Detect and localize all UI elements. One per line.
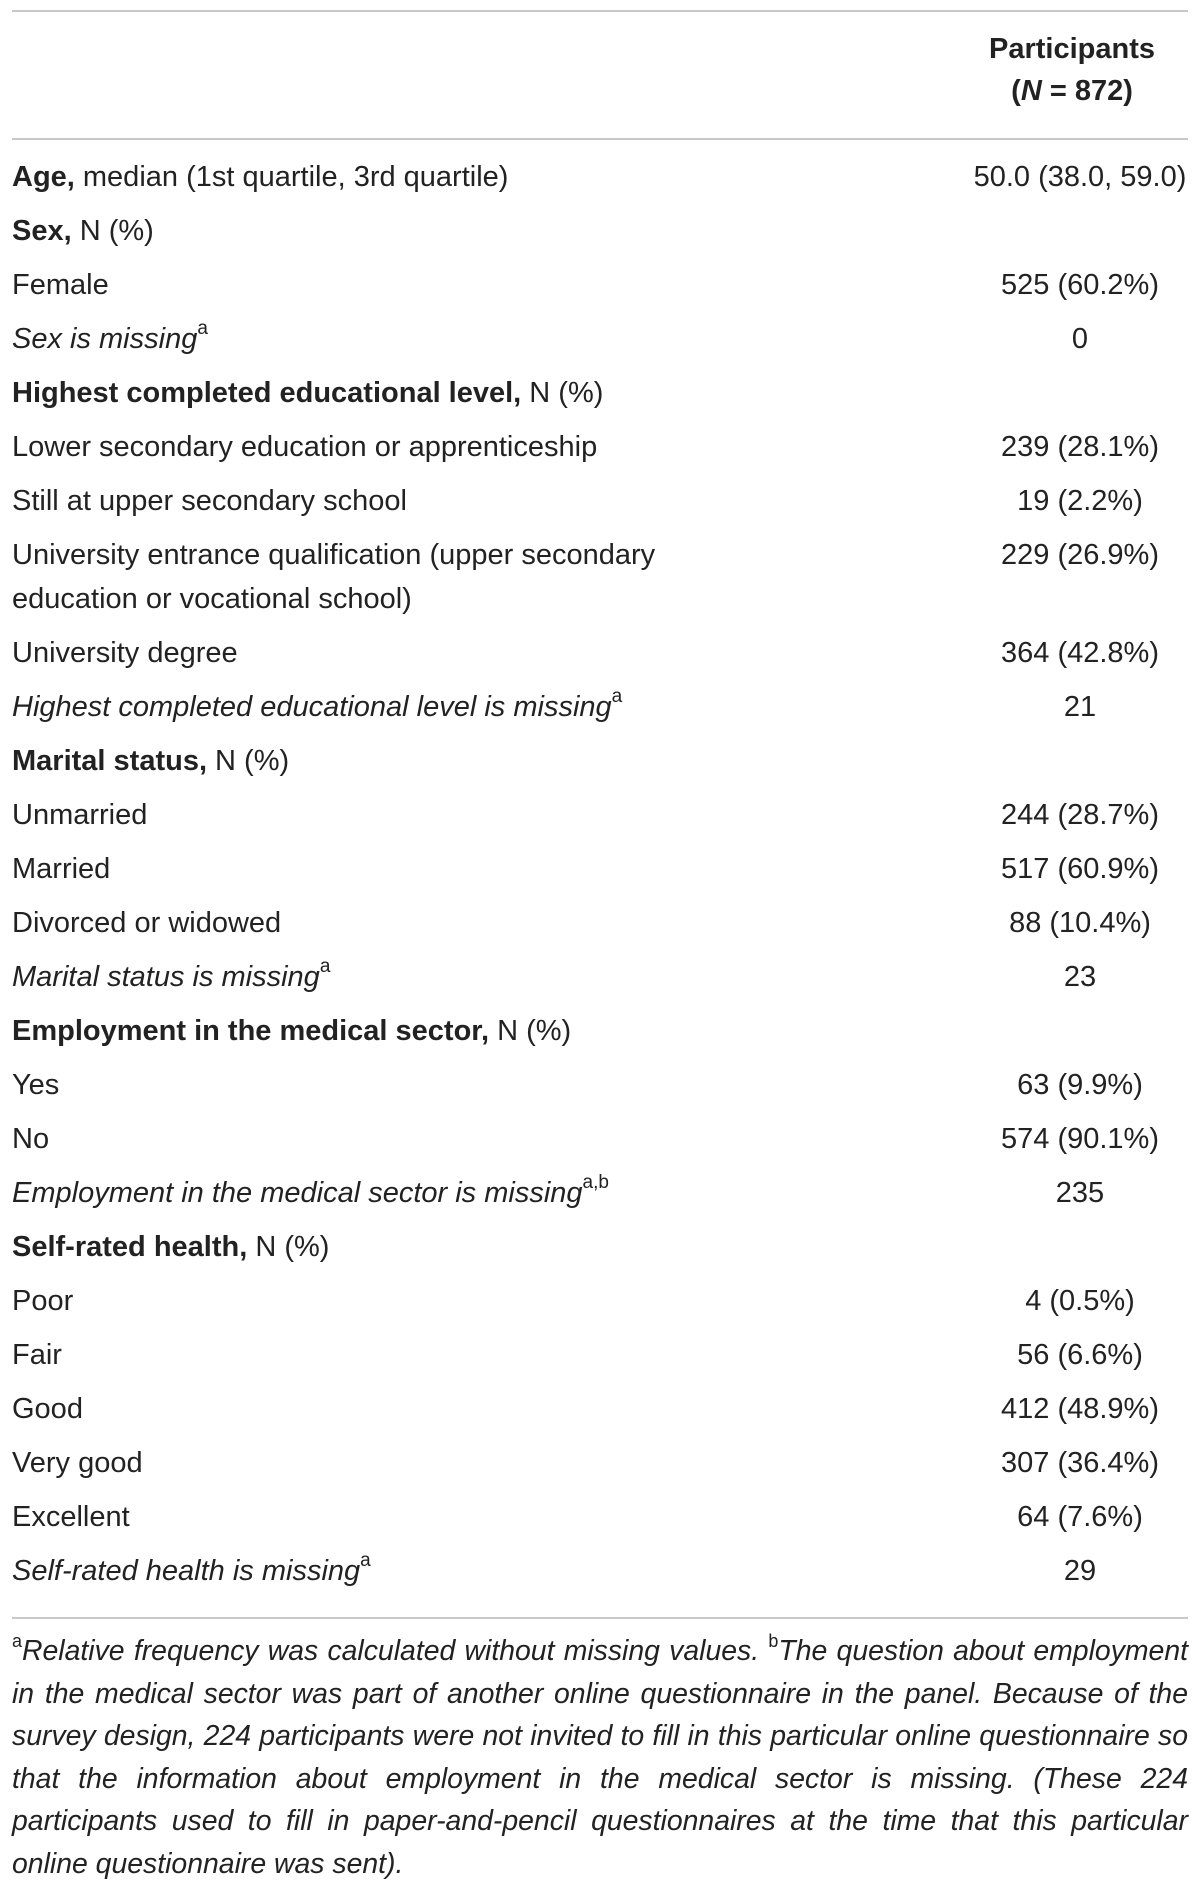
row-value: 23 [1063, 961, 1097, 993]
section-title: Self-rated health, [12, 1231, 248, 1263]
table-row [12, 901, 1188, 955]
table-row [12, 533, 1188, 631]
footnote-b-text: The question about employment in the medical sector was part of another online questionnaire in the panel. Because of the survey design, 224 participants were not invited to fill in this particular online questionnaire so that the information about employment in the medical sector is missing. (These 224 participants used to fill in paper-and-pencil questionnaires at the time that this particular online questionnaire was sent). [12, 1635, 1189, 1880]
row-value-cell [812, 479, 1188, 533]
section-unit: N (%) [521, 377, 604, 409]
row-value: 88 (10.4%) [1009, 907, 1151, 939]
row-value: 364 (42.8%) [1001, 637, 1159, 669]
row-value: 412 (48.9%) [1001, 1393, 1159, 1425]
missing-label: Sex is missing [12, 323, 198, 355]
row-label [12, 1171, 812, 1225]
row-label [12, 1549, 812, 1603]
footnote-a-mark: a [12, 1631, 23, 1651]
row-value: 229 (26.9%) [1001, 539, 1159, 571]
row-label [12, 1117, 812, 1171]
row-label [12, 209, 812, 263]
row-value: 525 (60.2%) [1001, 269, 1159, 301]
category-label: Good [12, 1393, 83, 1425]
row-value-cell [812, 1441, 1188, 1495]
table-row [12, 793, 1188, 847]
row-label [12, 1387, 812, 1441]
footnote-marker: a,b [582, 1172, 609, 1193]
row-label [12, 425, 812, 479]
row-value: 29 [1063, 1555, 1097, 1587]
row-value: 4 (0.5%) [1025, 1285, 1135, 1317]
row-value-cell [812, 1495, 1188, 1549]
row-value-cell [812, 1279, 1188, 1333]
section-unit: N (%) [489, 1015, 572, 1047]
row-label [12, 1441, 812, 1495]
row-value: 574 (90.1%) [1001, 1123, 1159, 1155]
table-row [12, 1063, 1188, 1117]
row-value-cell [812, 1063, 1188, 1117]
footnote-marker: a [360, 1550, 371, 1571]
row-label [12, 479, 812, 533]
row-label [12, 955, 812, 1009]
category-label: Married [12, 853, 111, 885]
row-label [12, 533, 812, 631]
footnote-a-text: Relative frequency was calculated without missing values. [22, 1635, 769, 1667]
section-title: Highest completed educational level, [12, 377, 522, 409]
row-label [12, 1009, 812, 1063]
row-label [12, 155, 812, 209]
row-value-cell [812, 155, 1188, 209]
row-value: 239 (28.1%) [1001, 431, 1159, 463]
row-value-cell [812, 1117, 1188, 1171]
table-row [12, 155, 1188, 209]
row-label [12, 1225, 812, 1279]
category-label: Divorced or widowed [12, 907, 282, 939]
table-row [12, 263, 1188, 317]
row-value: 244 (28.7%) [1001, 799, 1159, 831]
table-row [12, 1495, 1188, 1549]
row-value: 0 [1071, 323, 1089, 355]
category-label: Poor [12, 1285, 74, 1317]
row-value-cell [812, 371, 1188, 425]
row-label [12, 371, 812, 425]
table-row [12, 1279, 1188, 1333]
row-label [12, 901, 812, 955]
missing-label: Marital status is missing [12, 961, 320, 993]
table-row [12, 371, 1188, 425]
row-value-cell [812, 739, 1188, 793]
row-value-cell [812, 209, 1188, 263]
row-label [12, 317, 812, 371]
category-label: No [12, 1123, 50, 1155]
section-title: Marital status, [12, 745, 207, 777]
category-label: University entrance qualification (upper secondary education or vocational school) [12, 539, 656, 615]
category-label: University degree [12, 637, 238, 669]
table-row [12, 685, 1188, 739]
row-value-cell [812, 1009, 1188, 1063]
row-label [12, 847, 812, 901]
row-label [12, 1333, 812, 1387]
section-title: Sex, [12, 215, 72, 247]
bottom-rule [12, 1617, 1188, 1619]
table-row [12, 1549, 1188, 1603]
footnote-b-mark: b [768, 1631, 779, 1651]
row-value-cell [812, 425, 1188, 479]
row-value: 56 (6.6%) [1017, 1339, 1143, 1371]
category-label: Still at upper secondary school [12, 485, 407, 517]
table-row [12, 317, 1188, 371]
row-value-cell [812, 1333, 1188, 1387]
row-value-cell [812, 1225, 1188, 1279]
row-label [12, 1495, 812, 1549]
missing-label: Employment in the medical sector is missing [12, 1177, 583, 1209]
table-row [12, 1117, 1188, 1171]
table-row [12, 1387, 1188, 1441]
missing-label: Self-rated health is missing [12, 1555, 361, 1587]
row-label [12, 1063, 812, 1117]
row-value: 21 [1063, 691, 1097, 723]
row-value: 19 (2.2%) [1017, 485, 1143, 517]
footnote-marker: a [319, 956, 331, 977]
row-value-cell [812, 685, 1188, 739]
table-row [12, 209, 1188, 263]
row-label [12, 631, 812, 685]
row-label [12, 739, 812, 793]
row-value-cell [812, 901, 1188, 955]
category-label: Fair [12, 1339, 62, 1371]
row-label [12, 685, 812, 739]
top-rule [12, 10, 1188, 12]
row-value-cell [812, 631, 1188, 685]
missing-label: Highest completed educational level is missing [12, 691, 612, 723]
row-value-cell [812, 1171, 1188, 1225]
row-value-cell [812, 955, 1188, 1009]
row-value: 517 (60.9%) [1001, 853, 1159, 885]
category-label: Very good [12, 1447, 143, 1479]
table-header [12, 28, 1188, 128]
table-row [12, 1333, 1188, 1387]
column-label: Participants [989, 33, 1155, 65]
section-unit: N (%) [71, 215, 154, 247]
row-value-cell [812, 533, 1188, 631]
table-row [12, 955, 1188, 1009]
row-value-cell [812, 263, 1188, 317]
category-label: Lower secondary education or apprenticeship [12, 431, 598, 463]
footnote-marker: a [611, 686, 623, 707]
table-row [12, 425, 1188, 479]
table-row [12, 1441, 1188, 1495]
row-value: 50.0 (38.0, 59.0) [973, 161, 1187, 193]
row-label [12, 793, 812, 847]
row-value-cell [812, 1549, 1188, 1603]
header-rule [12, 138, 1188, 140]
table-row [12, 1009, 1188, 1063]
category-label: Excellent [12, 1501, 130, 1533]
row-value-cell [812, 317, 1188, 371]
section-title: Age, [12, 161, 75, 193]
table-row [12, 1171, 1188, 1225]
section-unit: N (%) [247, 1231, 330, 1263]
table-row [12, 1225, 1188, 1279]
table-row [12, 479, 1188, 533]
table-row [12, 631, 1188, 685]
category-label: Yes [12, 1069, 60, 1101]
participants-column-header [952, 28, 1192, 112]
footnote-marker: a [197, 318, 208, 339]
table-row [12, 847, 1188, 901]
row-value: 235 [1055, 1177, 1105, 1209]
section-unit: median (1st quartile, 3rd quartile) [74, 161, 509, 193]
section-title: Employment in the medical sector, [12, 1015, 490, 1047]
demographics-table [12, 155, 1188, 1603]
section-unit: N (%) [207, 745, 290, 777]
row-value: 63 (9.9%) [1017, 1069, 1143, 1101]
row-label [12, 263, 812, 317]
row-value: 307 (36.4%) [1001, 1447, 1159, 1479]
row-value-cell [812, 847, 1188, 901]
table-row [12, 739, 1188, 793]
row-value-cell [812, 1387, 1188, 1441]
row-value: 64 (7.6%) [1017, 1501, 1143, 1533]
category-label: Unmarried [12, 799, 148, 831]
row-value-cell [812, 793, 1188, 847]
row-label [12, 1279, 812, 1333]
category-label: Female [12, 269, 109, 301]
table-footnote [12, 1630, 1188, 1885]
column-n: (N = 872) [1011, 75, 1133, 107]
